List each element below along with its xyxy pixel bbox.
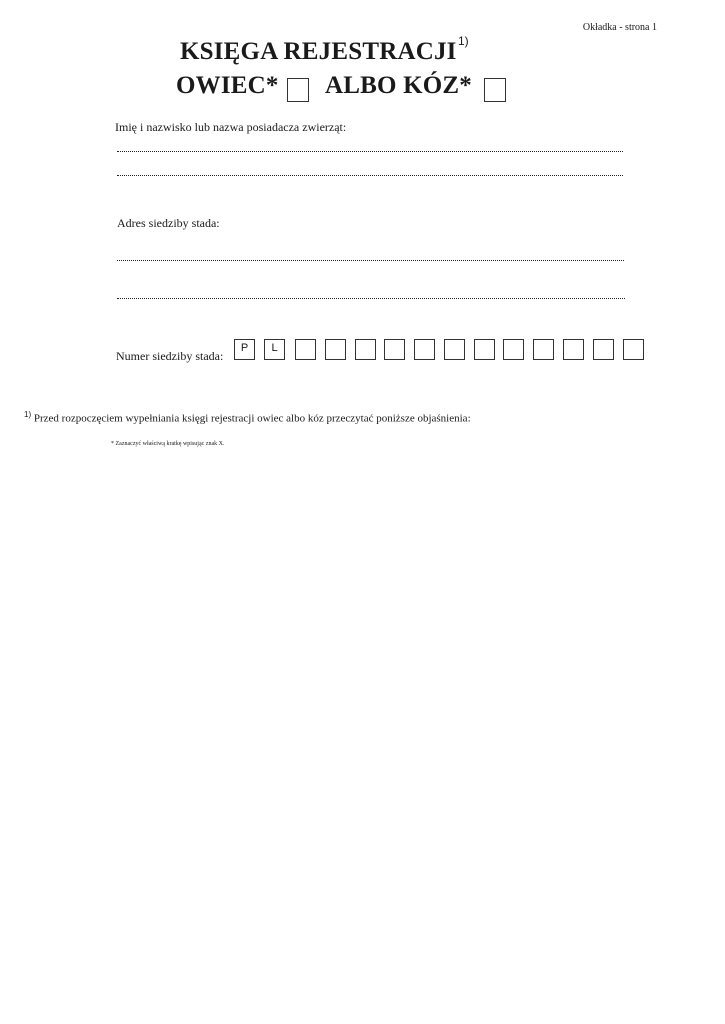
title-goats-label: ALBO KÓZ* [325,72,472,99]
owner-line-1[interactable] [117,151,623,152]
herd-number-box[interactable] [414,339,435,360]
address-label: Adres siedziby stada: [117,216,220,230]
herd-number-box[interactable] [444,339,465,360]
document-title: KSIĘGA REJESTRACJI [180,38,457,65]
sheep-checkbox[interactable] [287,78,309,102]
herd-number-box[interactable] [503,339,524,360]
herd-number-box[interactable] [623,339,644,360]
herd-number-box[interactable] [355,339,376,360]
owner-line-2[interactable] [117,175,623,176]
title-footnote-mark: 1) [458,34,469,48]
footnote-text: Przed rozpoczęciem wypełniania księgi rejestracji owiec albo kóz przeczytać poniższe objaśnienia: [33,412,471,425]
footnote-instructions [24,410,471,425]
herd-number-box[interactable] [325,339,346,360]
herd-number-box[interactable] [593,339,614,360]
herd-number-box[interactable] [533,339,554,360]
herd-number-box[interactable] [563,339,584,360]
footnote-mark: 1) [24,410,32,419]
herd-number-box[interactable] [295,339,316,360]
herd-number-box[interactable]: L [264,339,285,360]
address-line-2[interactable] [117,298,625,299]
goats-checkbox[interactable] [484,78,506,102]
owner-label: Imię i nazwisko lub nazwa posiadacza zwierząt: [115,120,347,134]
herd-number-boxes [234,339,654,363]
herd-number-box[interactable]: P [234,339,255,360]
asterisk-note: * Zaznaczyć właściwą kratkę wpisując znak X. [111,441,225,447]
herd-number-label: Numer siedziby stada: [116,349,224,363]
title-sheep-label: OWIEC* [176,72,279,99]
address-line-1[interactable] [117,260,624,261]
herd-number-box[interactable] [474,339,495,360]
page-label: Okładka - strona 1 [582,22,657,33]
herd-number-box[interactable] [384,339,405,360]
